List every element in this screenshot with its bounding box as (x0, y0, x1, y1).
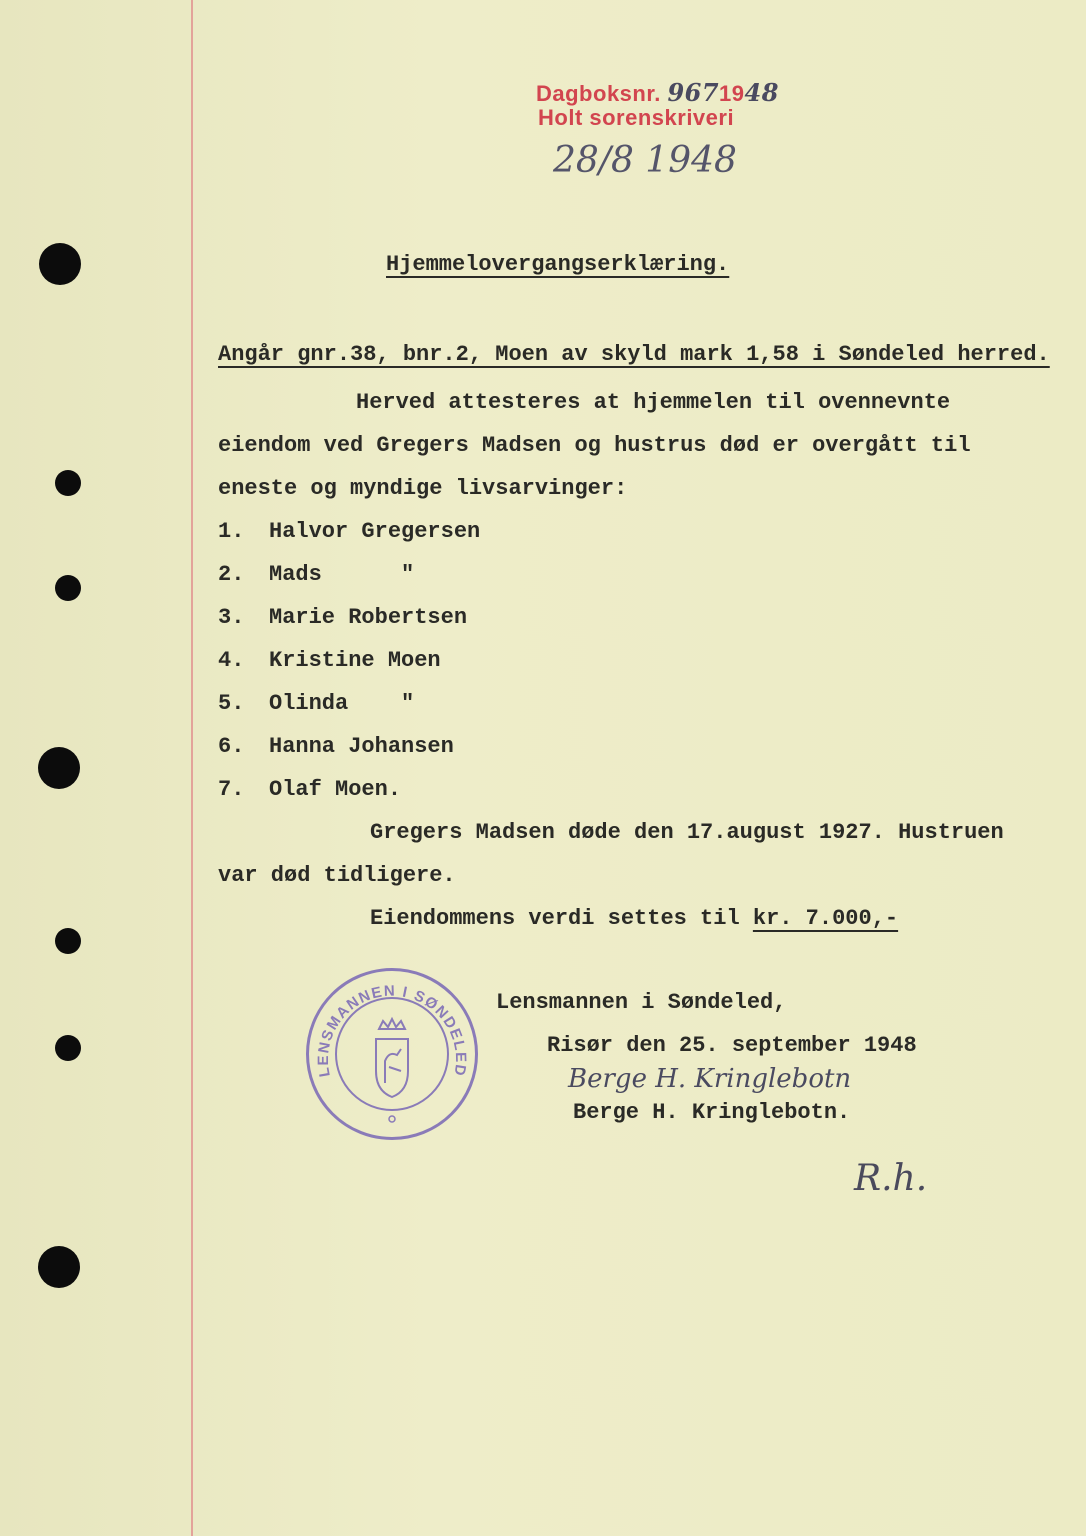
punch-hole (38, 1246, 80, 1288)
heir-name: Mads " (269, 562, 415, 587)
handwritten-date: 28/8 1948 (553, 140, 737, 181)
heir-number: 3. (218, 605, 245, 630)
property-value-amount: kr. 7.000,- (752, 906, 899, 931)
diary-number-stamp (536, 78, 779, 107)
official-seal (306, 968, 478, 1140)
heir-number: 6. (218, 734, 245, 759)
paragraph-line: Gregers Madsen døde den 17.august 1927. Hustruen (370, 820, 1004, 845)
heir-name: Kristine Moen (269, 648, 441, 673)
heir-name: Marie Robertsen (269, 605, 468, 630)
margin-line (191, 0, 193, 1536)
property-value-label: Eiendommens verdi settes til (370, 906, 753, 931)
heir-name: Olinda " (269, 691, 415, 716)
heir-number: 7. (218, 777, 245, 802)
heir-name: Hanna Johansen (269, 734, 454, 759)
punch-hole (38, 747, 80, 789)
signer-name: Berge H. Kringlebotn. (573, 1100, 851, 1125)
diary-year-suffix: 48 (744, 78, 779, 107)
handwritten-initials: R.h. (854, 1158, 928, 1199)
punch-hole (55, 470, 81, 496)
punch-hole (39, 243, 81, 285)
heir-number: 2. (218, 562, 245, 587)
heir-number: 1. (218, 519, 245, 544)
heir-number: 4. (218, 648, 245, 673)
paragraph-line: eneste og myndige livsarvinger: (218, 476, 628, 501)
place-and-date: Risør den 25. september 1948 (547, 1033, 917, 1058)
punch-hole (55, 575, 81, 601)
handwritten-signature: Berge H. Kringlebotn (568, 1064, 852, 1094)
heir-number: 5. (218, 691, 245, 716)
document-title: Hjemmelovergangserklæring. (386, 252, 730, 277)
punch-hole (55, 1035, 81, 1061)
heir-name: Olaf Moen. (269, 777, 402, 802)
document-subject: Angår gnr.38, bnr.2, Moen av skyld mark 1,58 i Søndeled herred. (218, 342, 1050, 367)
punch-hole (55, 928, 81, 954)
diary-number: 967 (667, 78, 720, 107)
property-value-line (370, 906, 898, 931)
diary-year-prefix: 19 (719, 81, 745, 106)
paragraph-line: Herved attesteres at hjemmelen til ovennevnte (356, 390, 951, 415)
coat-of-arms-icon (376, 1019, 408, 1097)
seal-text-ring (309, 971, 475, 1137)
seal-text: LENSMANNEN I SØNDELED (314, 982, 470, 1079)
heir-name: Halvor Gregersen (269, 519, 481, 544)
paragraph-line: eiendom ved Gregers Madsen og hustrus død er overgått til (218, 433, 971, 458)
court-name-stamp: Holt sorenskriveri (538, 105, 735, 130)
paragraph-line: var død tidligere. (218, 863, 456, 888)
issuing-office: Lensmannen i Søndeled, (496, 990, 787, 1015)
diary-label: Dagboksnr. (536, 81, 661, 106)
